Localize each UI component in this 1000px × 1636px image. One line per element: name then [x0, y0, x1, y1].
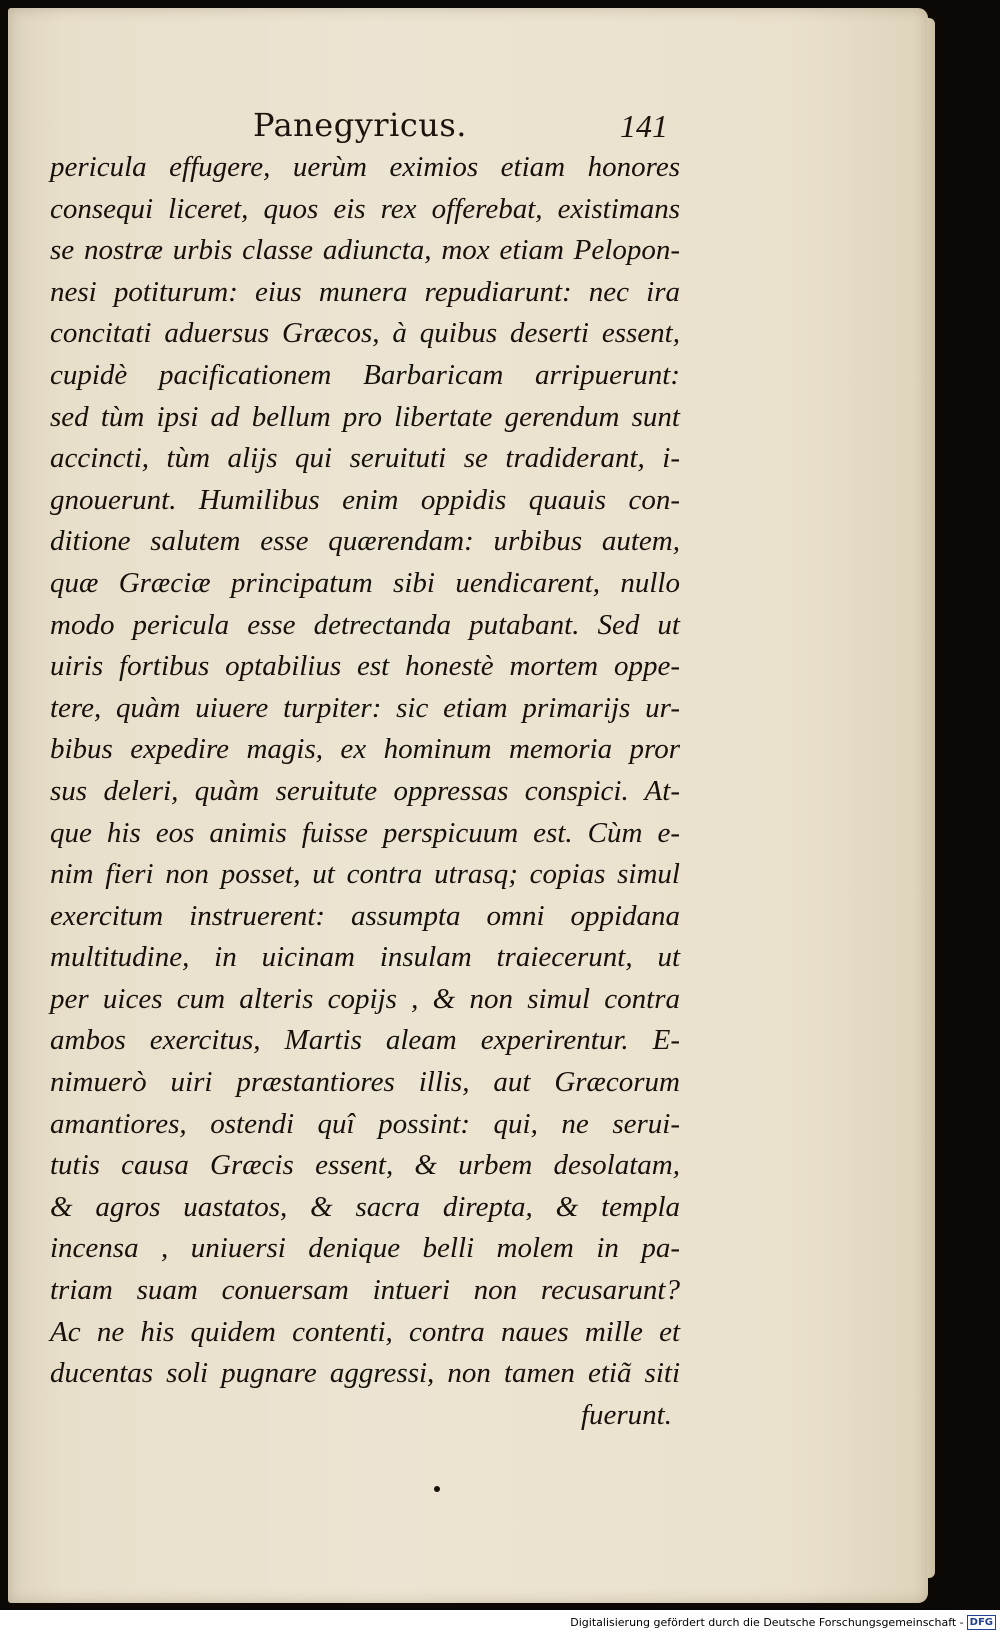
text-line: pericula effugere, uerùm eximios etiam honores	[50, 151, 680, 183]
text-line: quæ Græciæ principatum sibi uendicarent, nullo	[50, 566, 680, 599]
text-line: nimuerò uiri præstantiores illis, aut Græcorum	[50, 1066, 680, 1099]
text-line: Ac ne his quidem contenti, contra naues mille et	[50, 1315, 680, 1348]
text-line: bibus expedire magis, ex hominum memoria pror	[50, 733, 680, 766]
footer-credit	[570, 1612, 996, 1632]
text-line: consequi liceret, quos eis rex offerebat, existimans	[50, 192, 680, 225]
text-line: gnouerunt. Humilibus enim oppidis quauis con-	[50, 483, 680, 516]
text-line: & agros uastatos, & sacra direpta, & templa	[50, 1190, 680, 1223]
text-line: incensa , uniuersi denique belli molem in pa-	[50, 1232, 680, 1265]
text-line: sed tùm ipsi ad bellum pro libertate gerendum sunt	[50, 400, 680, 433]
text-line: modo pericula esse detrectanda putabant. Sed ut	[50, 608, 680, 641]
text-line: cupidè pacificationem Barbaricam arripuerunt:	[50, 358, 680, 391]
running-title: Panegyricus.	[253, 106, 467, 144]
text-line: que his eos animis fuisse perspicuum est. Cùm e-	[50, 816, 680, 849]
ornament-dot	[434, 1486, 440, 1492]
text-line: tere, quàm uiuere turpiter: sic etiam primarijs ur-	[50, 691, 680, 724]
text-line: ditione salutem esse quærendam: urbibus autem,	[50, 525, 680, 558]
text-line: exercitum instruerent: assumpta omni oppidana	[50, 899, 680, 932]
text-line: uiris fortibus optabilius est honestè mortem oppe-	[50, 650, 680, 683]
text-line: concitati aduersus Græcos, à quibus deserti essent,	[50, 317, 680, 350]
text-line: ducentas soli pugnare aggressi, non tamen etiã siti	[50, 1357, 680, 1390]
text-line: accincti, tùm alijs qui seruituti se tradiderant, i-	[50, 442, 680, 475]
text-line: se nostræ urbis classe adiuncta, mox etiam Pelopon-	[50, 234, 680, 267]
footer-credit-text: Digitalisierung gefördert durch die Deutsche Forschungsgemeinschaft -	[570, 1615, 964, 1629]
text-line: ambos exercitus, Martis aleam experirentur. E-	[50, 1024, 680, 1057]
text-line: multitudine, in uicinam insulam traiecerunt, ut	[50, 941, 680, 974]
body-text	[50, 147, 680, 1436]
dfg-logo: DFG	[967, 1615, 996, 1630]
text-line: nesi potiturum: eius munera repudiarunt: nec ira	[50, 275, 680, 308]
text-line: tutis causa Græcis essent, & urbem desolatam,	[50, 1149, 680, 1182]
text-line: sus deleri, quàm seruitute oppressas conspici. At-	[50, 774, 680, 807]
text-line: fuerunt.	[580, 1398, 672, 1431]
text-line: nim fieri non posset, ut contra utrasq; copias simul	[50, 858, 680, 891]
text-line: per uices cum alteris copijs , & non simul contra	[50, 982, 680, 1015]
book-page	[8, 8, 928, 1603]
text-line: amantiores, ostendi quî possint: qui, ne serui-	[50, 1107, 680, 1140]
text-line: triam suam conuersam intueri non recusarunt?	[50, 1274, 680, 1307]
page-number: 141	[620, 108, 668, 144]
page-edge	[927, 18, 935, 1578]
